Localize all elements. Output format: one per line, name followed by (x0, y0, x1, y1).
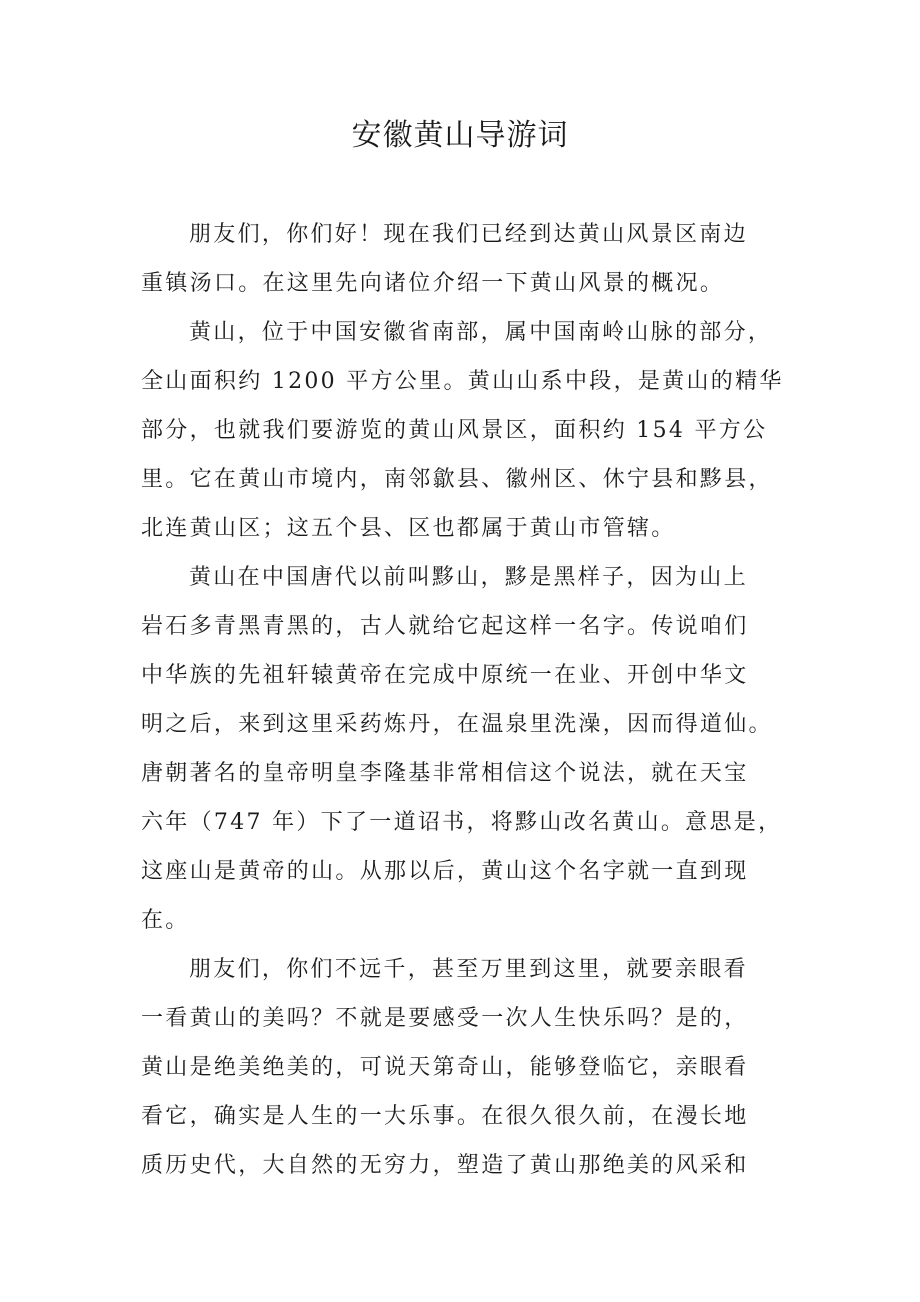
text-line: 全山面积约 1200 平方公里。黄山山系中段，是黄山的精华 (141, 369, 784, 394)
paragraph (141, 210, 781, 308)
text-line: 黄山是绝美绝美的，可说天第奇山，能够登临它，亲眼看 (141, 1055, 749, 1080)
text-line: 北连黄山区；这五个县、区也都属于黄山市管辖。 (141, 516, 676, 541)
document-body (141, 210, 784, 1190)
paragraph (141, 945, 781, 1190)
text-line: 黄山在中国唐代以前叫黟山，黟是黑样子，因为山上 (189, 565, 748, 590)
text-line: 黄山，位于中国安徽省南部，属中国南岭山脉的部分， (189, 320, 773, 345)
text-line: 朋友们，你们不远千，甚至万里到这里，就要亲眼看 (189, 957, 748, 982)
document-title: 安徽黄山导游词 (351, 118, 569, 153)
text-line: 看它，确实是人生的一大乐事。在很久很久前，在漫长地 (141, 1104, 749, 1129)
paragraph (141, 308, 784, 553)
text-line: 质历史代，大自然的无穷力，塑造了黄山那绝美的风采和 (141, 1153, 749, 1178)
text-line: 朋友们，你们好！现在我们已经到达黄山风景区南边 (189, 222, 748, 247)
text-line: 岩石多青黑青黑的，古人就给它起这样一名字。传说咱们 (141, 614, 749, 639)
text-line: 重镇汤口。在这里先向诸位介绍一下黄山风景的概况。 (141, 271, 725, 296)
text-line: 唐朝著名的皇帝明皇李隆基非常相信这个说法，就在天宝 (141, 761, 749, 786)
text-line: 明之后，来到这里采药炼丹，在温泉里洗澡，因而得道仙。 (141, 712, 773, 737)
paragraph (141, 553, 781, 945)
text-line: 中华族的先祖轩辕黄帝在完成中原统一在业、开创中华文 (141, 663, 749, 688)
text-line: 里。它在黄山市境内，南邻歙县、徽州区、休宁县和黟县， (141, 467, 773, 492)
text-line: 一看黄山的美吗？不就是要感受一次人生快乐吗？是的， (141, 1006, 749, 1031)
text-line: 在。 (141, 908, 190, 933)
text-line: 这座山是黄帝的山。从那以后，黄山这个名字就一直到现 (141, 859, 749, 884)
text-line: 六年（747 年）下了一道诏书，将黟山改名黄山。意思是， (141, 810, 783, 835)
text-line: 部分，也就我们要游览的黄山风景区，面积约 154 平方公 (141, 418, 768, 443)
